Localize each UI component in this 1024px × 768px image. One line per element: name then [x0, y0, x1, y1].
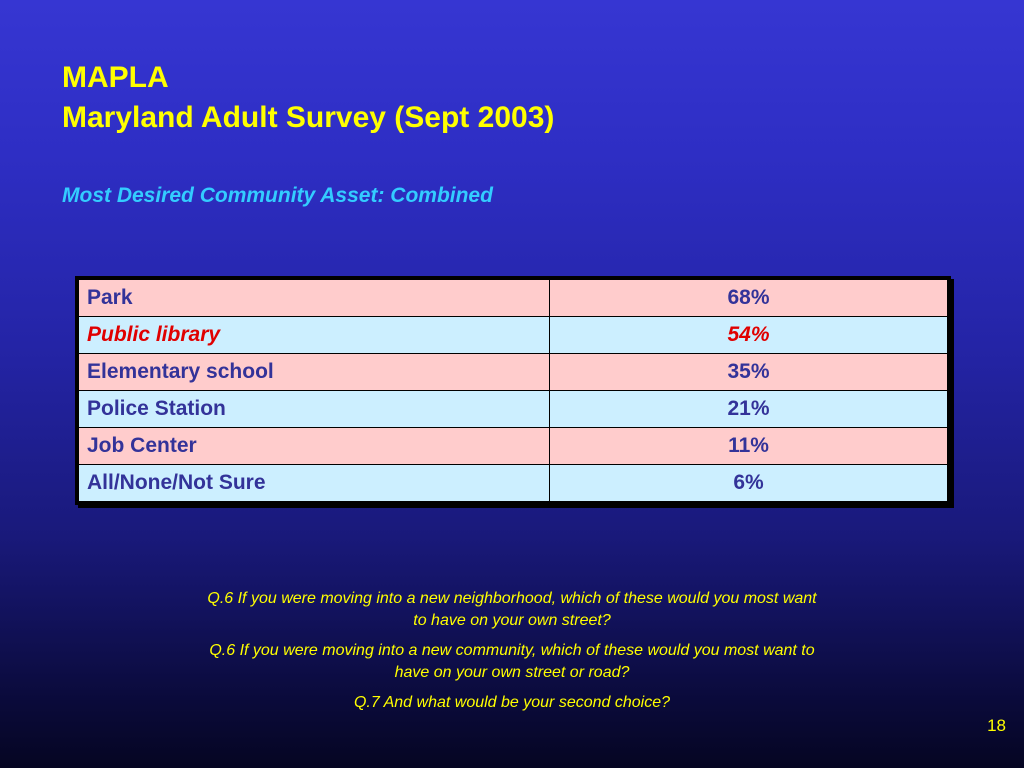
table-row [79, 428, 948, 465]
row-value: 68% [550, 280, 948, 317]
slide-title [62, 58, 554, 138]
row-value: 6% [550, 465, 948, 502]
row-label: Park [79, 280, 550, 317]
slide-subtitle: Most Desired Community Asset: Combined [62, 184, 493, 207]
table-row [79, 465, 948, 502]
row-value: 54% [550, 317, 948, 354]
question-note: Q.6 If you were moving into a new neighborhood, which of these would you most want to have on your own street? [207, 590, 817, 629]
row-label: Public library [79, 317, 550, 354]
results-table [75, 276, 951, 505]
row-value: 21% [550, 391, 948, 428]
table-row [79, 354, 948, 391]
row-label: All/None/Not Sure [79, 465, 550, 502]
question-note: Q.6 If you were moving into a new community, which of these would you most want to have on your own street or road? [209, 642, 815, 681]
row-value: 35% [550, 354, 948, 391]
question-note: Q.7 And what would be your second choice? [353, 694, 671, 711]
title-line-2: Maryland Adult Survey (Sept 2003) [62, 101, 555, 134]
survey-question-notes [200, 588, 824, 722]
row-value: 11% [550, 428, 948, 465]
row-label: Police Station [79, 391, 550, 428]
page-number: 18 [987, 716, 1006, 735]
title-line-1: MAPLA [62, 61, 169, 94]
table-row [79, 391, 948, 428]
row-label: Elementary school [79, 354, 550, 391]
row-label: Job Center [79, 428, 550, 465]
table-row [79, 280, 948, 317]
table-row [79, 317, 948, 354]
